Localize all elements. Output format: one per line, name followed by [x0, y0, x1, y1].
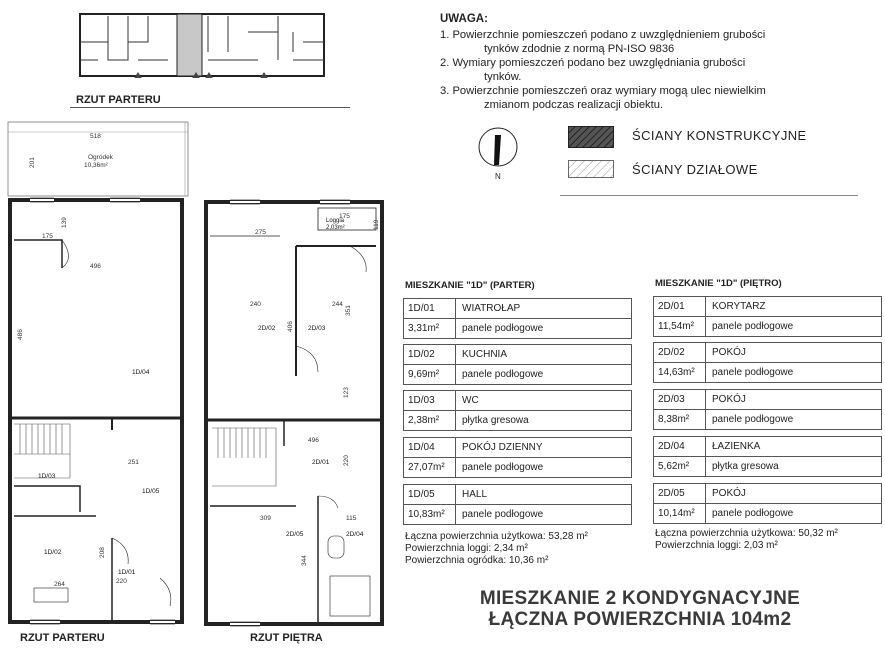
structural-wall-label: ŚCIANY KONSTRUKCYJNE: [632, 128, 807, 143]
note-item: 2. Wymiary pomieszczeń podano bez uwzględniania grubości tynków.: [440, 57, 746, 83]
room-label: 2D/03: [308, 325, 326, 332]
room-label: 1D/02: [44, 549, 62, 556]
garden-area: 10,36m²: [84, 162, 108, 169]
room-entry: 1D/02 KUCHNIA 9,69m² panele podłogowe: [403, 344, 632, 385]
note-item: 1. Powierzchnie pomieszczeń podano z uwzględnieniem grubości tynków zdodnie z normą PN-ISO 9836: [440, 29, 766, 55]
north-arrow-icon: [476, 125, 526, 183]
dim-label: 220: [116, 578, 127, 585]
room-label: 2D/04: [346, 531, 364, 538]
dim-label: 115: [346, 515, 357, 522]
dim-label: 119: [373, 219, 380, 230]
upper-plan-label: RZUT PIĘTRA: [250, 632, 323, 644]
room-label: 1D/03: [38, 473, 56, 480]
dim-label: 406: [287, 321, 294, 332]
upper-table-title: MIESZKANIE "1D" (PIĘTRO): [655, 278, 782, 289]
room-label: 2D/01: [312, 459, 330, 466]
upper-summary: Łączna powierzchnia użytkowa: 50,32 m² Powierzchnia loggi: 2,03 m²: [655, 528, 838, 551]
ground-floor-plan: [0, 118, 195, 628]
dim-label: 496: [308, 437, 319, 444]
room-entry: 1D/03 WC 2,38m² płytka gresowa: [403, 390, 632, 431]
room-label: 1D/01: [118, 569, 136, 576]
dim-label: 240: [250, 301, 261, 308]
dim-label: 351: [345, 305, 352, 316]
dim-label: 264: [54, 581, 65, 588]
dim-label: 175: [339, 213, 350, 220]
note-item: 3. Powierzchnie pomieszczeń oraz wymiary mogą ulec niewielkim zmianom podczas realizacji obiektu.: [440, 85, 766, 111]
key-plan: [78, 12, 328, 78]
room-entry: 2D/02 POKÓJ 14,63m² panele podłogowe: [653, 342, 882, 383]
dim-label: 244: [332, 301, 343, 308]
dim-label: 486: [17, 329, 24, 340]
dim-label: 344: [301, 555, 308, 566]
structural-wall-swatch: [568, 126, 614, 148]
loggia-label: Loggia: [326, 218, 345, 224]
dim-label: 139: [61, 217, 68, 228]
keyplan-label: RZUT PARTERU: [76, 94, 161, 106]
notes-title: UWAGA:: [440, 13, 488, 25]
notes-block: [440, 12, 860, 112]
partition-wall-label: ŚCIANY DZIAŁOWE: [632, 162, 758, 177]
upper-floor-plan: [200, 196, 390, 628]
dim-label: 201: [29, 157, 36, 168]
headline-line1: MIESZKANIE 2 KONDYGNACYJNE: [479, 588, 801, 609]
dim-label: 123: [343, 387, 350, 398]
headline: [440, 588, 840, 630]
ground-plan-label: RZUT PARTERU: [20, 632, 105, 644]
ground-summary: Łączna powierzchnia użytkowa: 53,28 m² Powierzchnia loggi: 2,34 m² Powierzchnia ogródka: 10,36 m²: [405, 531, 588, 566]
room-entry: 2D/03 POKÓJ 8,38m² panele podłogowe: [653, 389, 882, 430]
north-label: N: [495, 172, 501, 181]
loggia-area: 2,03m²: [326, 225, 345, 231]
room-entry: 2D/05 POKÓJ 10,14m² panele podłogowe: [653, 483, 882, 524]
partition-wall-swatch: [568, 160, 614, 178]
dim-label: 275: [255, 229, 266, 236]
room-entry: 1D/04 POKÓJ DZIENNY 27,07m² panele podłogowe: [403, 437, 632, 478]
legend-divider: [560, 195, 858, 196]
ground-table-title: MIESZKANIE "1D" (PARTER): [405, 280, 535, 291]
dim-label: 220: [343, 455, 350, 466]
room-entry: 1D/01 WIATROŁAP 3,31m² panele podłogowe: [403, 298, 632, 339]
room-label: 1D/04: [132, 369, 150, 376]
dim-label: 496: [90, 263, 101, 270]
room-entry: 2D/04 ŁAZIENKA 5,62m² płytka gresowa: [653, 436, 882, 477]
room-entry: 2D/01 KORYTARZ 11,54m² panele podłogowe: [653, 296, 882, 337]
room-label: 1D/05: [142, 488, 160, 495]
dim-label: 251: [128, 459, 139, 466]
keyplan-divider: [70, 107, 350, 108]
dim-label: 309: [260, 515, 271, 522]
headline-line2: ŁĄCZNA POWIERZCHNIA 104m2: [488, 609, 792, 630]
room-label: 2D/02: [258, 325, 276, 332]
dim-label: 208: [99, 547, 106, 558]
room-label: 2D/05: [286, 531, 304, 538]
dim-label: 175: [42, 233, 53, 240]
garden-label: Ogródek: [88, 154, 113, 161]
room-entry: 1D/05 HALL 10,83m² panele podłogowe: [403, 484, 632, 525]
dim-label: 518: [90, 133, 101, 140]
